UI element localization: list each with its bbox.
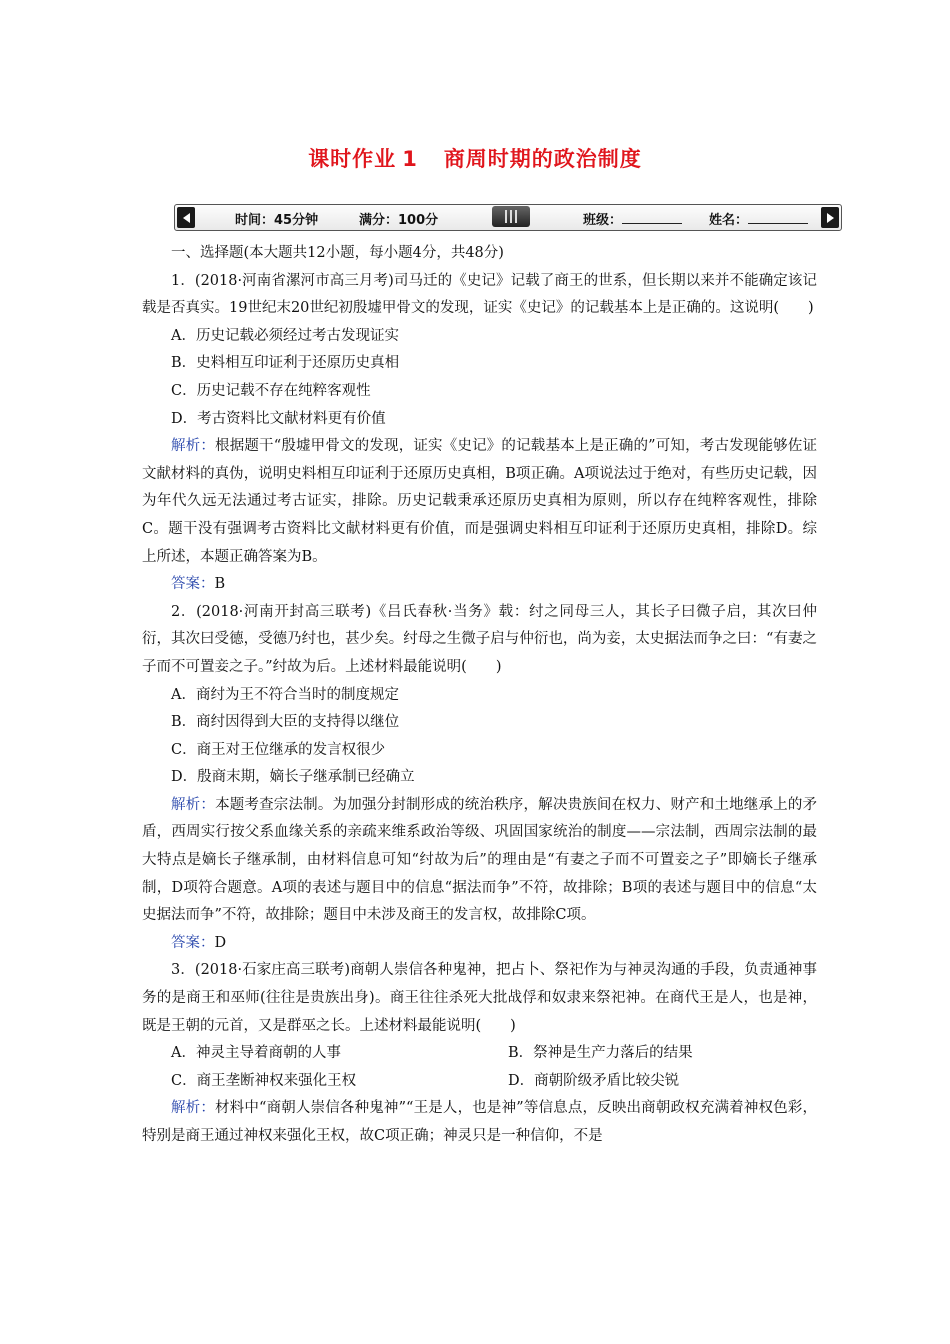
question-2-answer	[142, 930, 817, 958]
name-blank	[748, 211, 808, 224]
question-3-option-c: C．商王垄断神权来强化王权	[171, 1072, 357, 1089]
answer-label: 答案：	[171, 576, 215, 593]
title-main: 商周时期的政治制度	[443, 147, 642, 171]
grip-handle-icon[interactable]	[492, 206, 530, 227]
question-3-analysis	[142, 1095, 817, 1150]
score-info: 满分：100分	[359, 213, 439, 228]
question-1-option-d: D．考古资料比文献材料更有价值	[171, 410, 386, 427]
question-2-answer-value: D	[214, 934, 227, 951]
analysis-label: 解析：	[171, 1100, 216, 1117]
question-1-option-c: C．历史记载不存在纯粹客观性	[171, 382, 371, 399]
question-3-analysis-text: 材料中“商朝人崇信各种鬼神”“王是人，也是神”等信息点，反映出商朝政权充满着神权色彩，特别是商王通过神权来强化王权，故C项正确；神灵只是一种信仰，不是	[142, 1100, 818, 1144]
analysis-label: 解析：	[171, 438, 216, 455]
question-2-analysis	[142, 792, 817, 930]
title-number: 1	[402, 147, 418, 171]
question-3-option-a: A．神灵主导着商朝的人事	[171, 1045, 341, 1062]
question-2-option-b: B．商纣因得到大臣的支持得以继位	[171, 714, 400, 731]
class-blank	[622, 211, 682, 224]
question-2-option-a: A．商纣为王不符合当时的制度规定	[171, 686, 399, 703]
title-prefix: 课时作业	[308, 147, 397, 171]
question-content	[142, 240, 817, 1151]
info-bar	[174, 204, 842, 231]
section-header: 一、选择题(本大题共12小题，每小题4分，共48分)	[171, 245, 504, 261]
question-1-option-a: A．历史记载必须经过考古发现证实	[171, 327, 399, 344]
next-arrow-icon[interactable]	[821, 207, 839, 228]
question-1-answer	[142, 571, 817, 599]
analysis-label: 解析：	[171, 796, 216, 813]
question-1-analysis-text: 根据题干“殷墟甲骨文的发现，证实《史记》的记载基本上是正确的”可知，考古发现能够佐证文献材料的真伪，说明史料相互印证利于还原历史真相，B项正确。A项说法过于绝对，有些历史记载，因为年代久远无法通过考古证实，排除。历史记载秉承还原历史真相为原则，所以存在纯粹客观性，排除C。题干没有强调考古资料比文献材料更有价值，而是强调史料相互印证利于还原历史真相，排除D。综上所述，本题正确答案为B。	[142, 438, 818, 565]
question-3-option-b: B．祭神是生产力落后的结果	[508, 1045, 693, 1062]
question-3-options-row-1	[142, 1040, 817, 1068]
question-2-option-c: C．商王对王位继承的发言权很少	[171, 741, 386, 758]
question-3-stem: 3．(2018·石家庄高三联考)商朝人崇信各种鬼神，把占卜、祭祀作为与神灵沟通的手段，负责通神事务的是商王和巫师(往往是贵族出身)。商王往往杀死大批战俘和奴隶来祭祀神。在商代王是人，也是神，既是王朝的元首，又是群巫之长。上述材料最能说明( )	[142, 962, 817, 1034]
class-label: 班级：	[583, 213, 623, 228]
question-3-options-row-2	[142, 1068, 817, 1096]
answer-label: 答案：	[171, 934, 215, 951]
question-2-analysis-text: 本题考查宗法制。为加强分封制形成的统治秩序，解决贵族间在权力、财产和土地继承上的矛盾，西周实行按父系血缘关系的亲疏来维系政治等级、巩固国家统治的制度——宗法制，西周宗法制的最大特点是嫡长子继承制，由材料信息可知“纣故为后”的理由是“有妻之子而不可置妾之子”即嫡长子继承制，D项符合题意。A项的表述与题目中的信息“据法而争”不符，故排除；B项的表述与题目中的信息“太史据法而争”不符，故排除；题目中未涉及商王的发言权，故排除C项。	[142, 796, 818, 924]
question-1-stem: 1．(2018·河南省漯河市高三月考)司马迁的《史记》记载了商王的世系，但长期以来并不能确定该记载是否真实。19世纪末20世纪初殷墟甲骨文的发现，证实《史记》的记载基本上是正确的。这说明( )	[142, 272, 817, 317]
question-1-option-b: B．史料相互印证利于还原历史真相	[171, 355, 400, 372]
name-label: 姓名：	[709, 213, 749, 228]
prev-arrow-icon[interactable]	[177, 207, 195, 228]
question-2-stem: 2．(2018·河南开封高三联考)《吕氏春秋·当务》载：纣之同母三人，其长子曰微子启，其次曰仲衍，其次曰受德，受德乃纣也，甚少矣。纣母之生微子启与仲衍也，尚为妾，太史据法而争之曰：“有妻之子而不可置妾之子。”纣故为后。上述材料最能说明( )	[142, 603, 817, 675]
question-1-analysis	[142, 433, 817, 571]
question-3-option-d: D．商朝阶级矛盾比较尖锐	[508, 1072, 680, 1089]
question-2-option-d: D．殷商末期，嫡长子继承制已经确立	[171, 769, 415, 786]
page-title	[0, 143, 950, 173]
time-info: 时间：45分钟	[235, 213, 319, 228]
question-1-answer-value: B	[214, 576, 226, 593]
